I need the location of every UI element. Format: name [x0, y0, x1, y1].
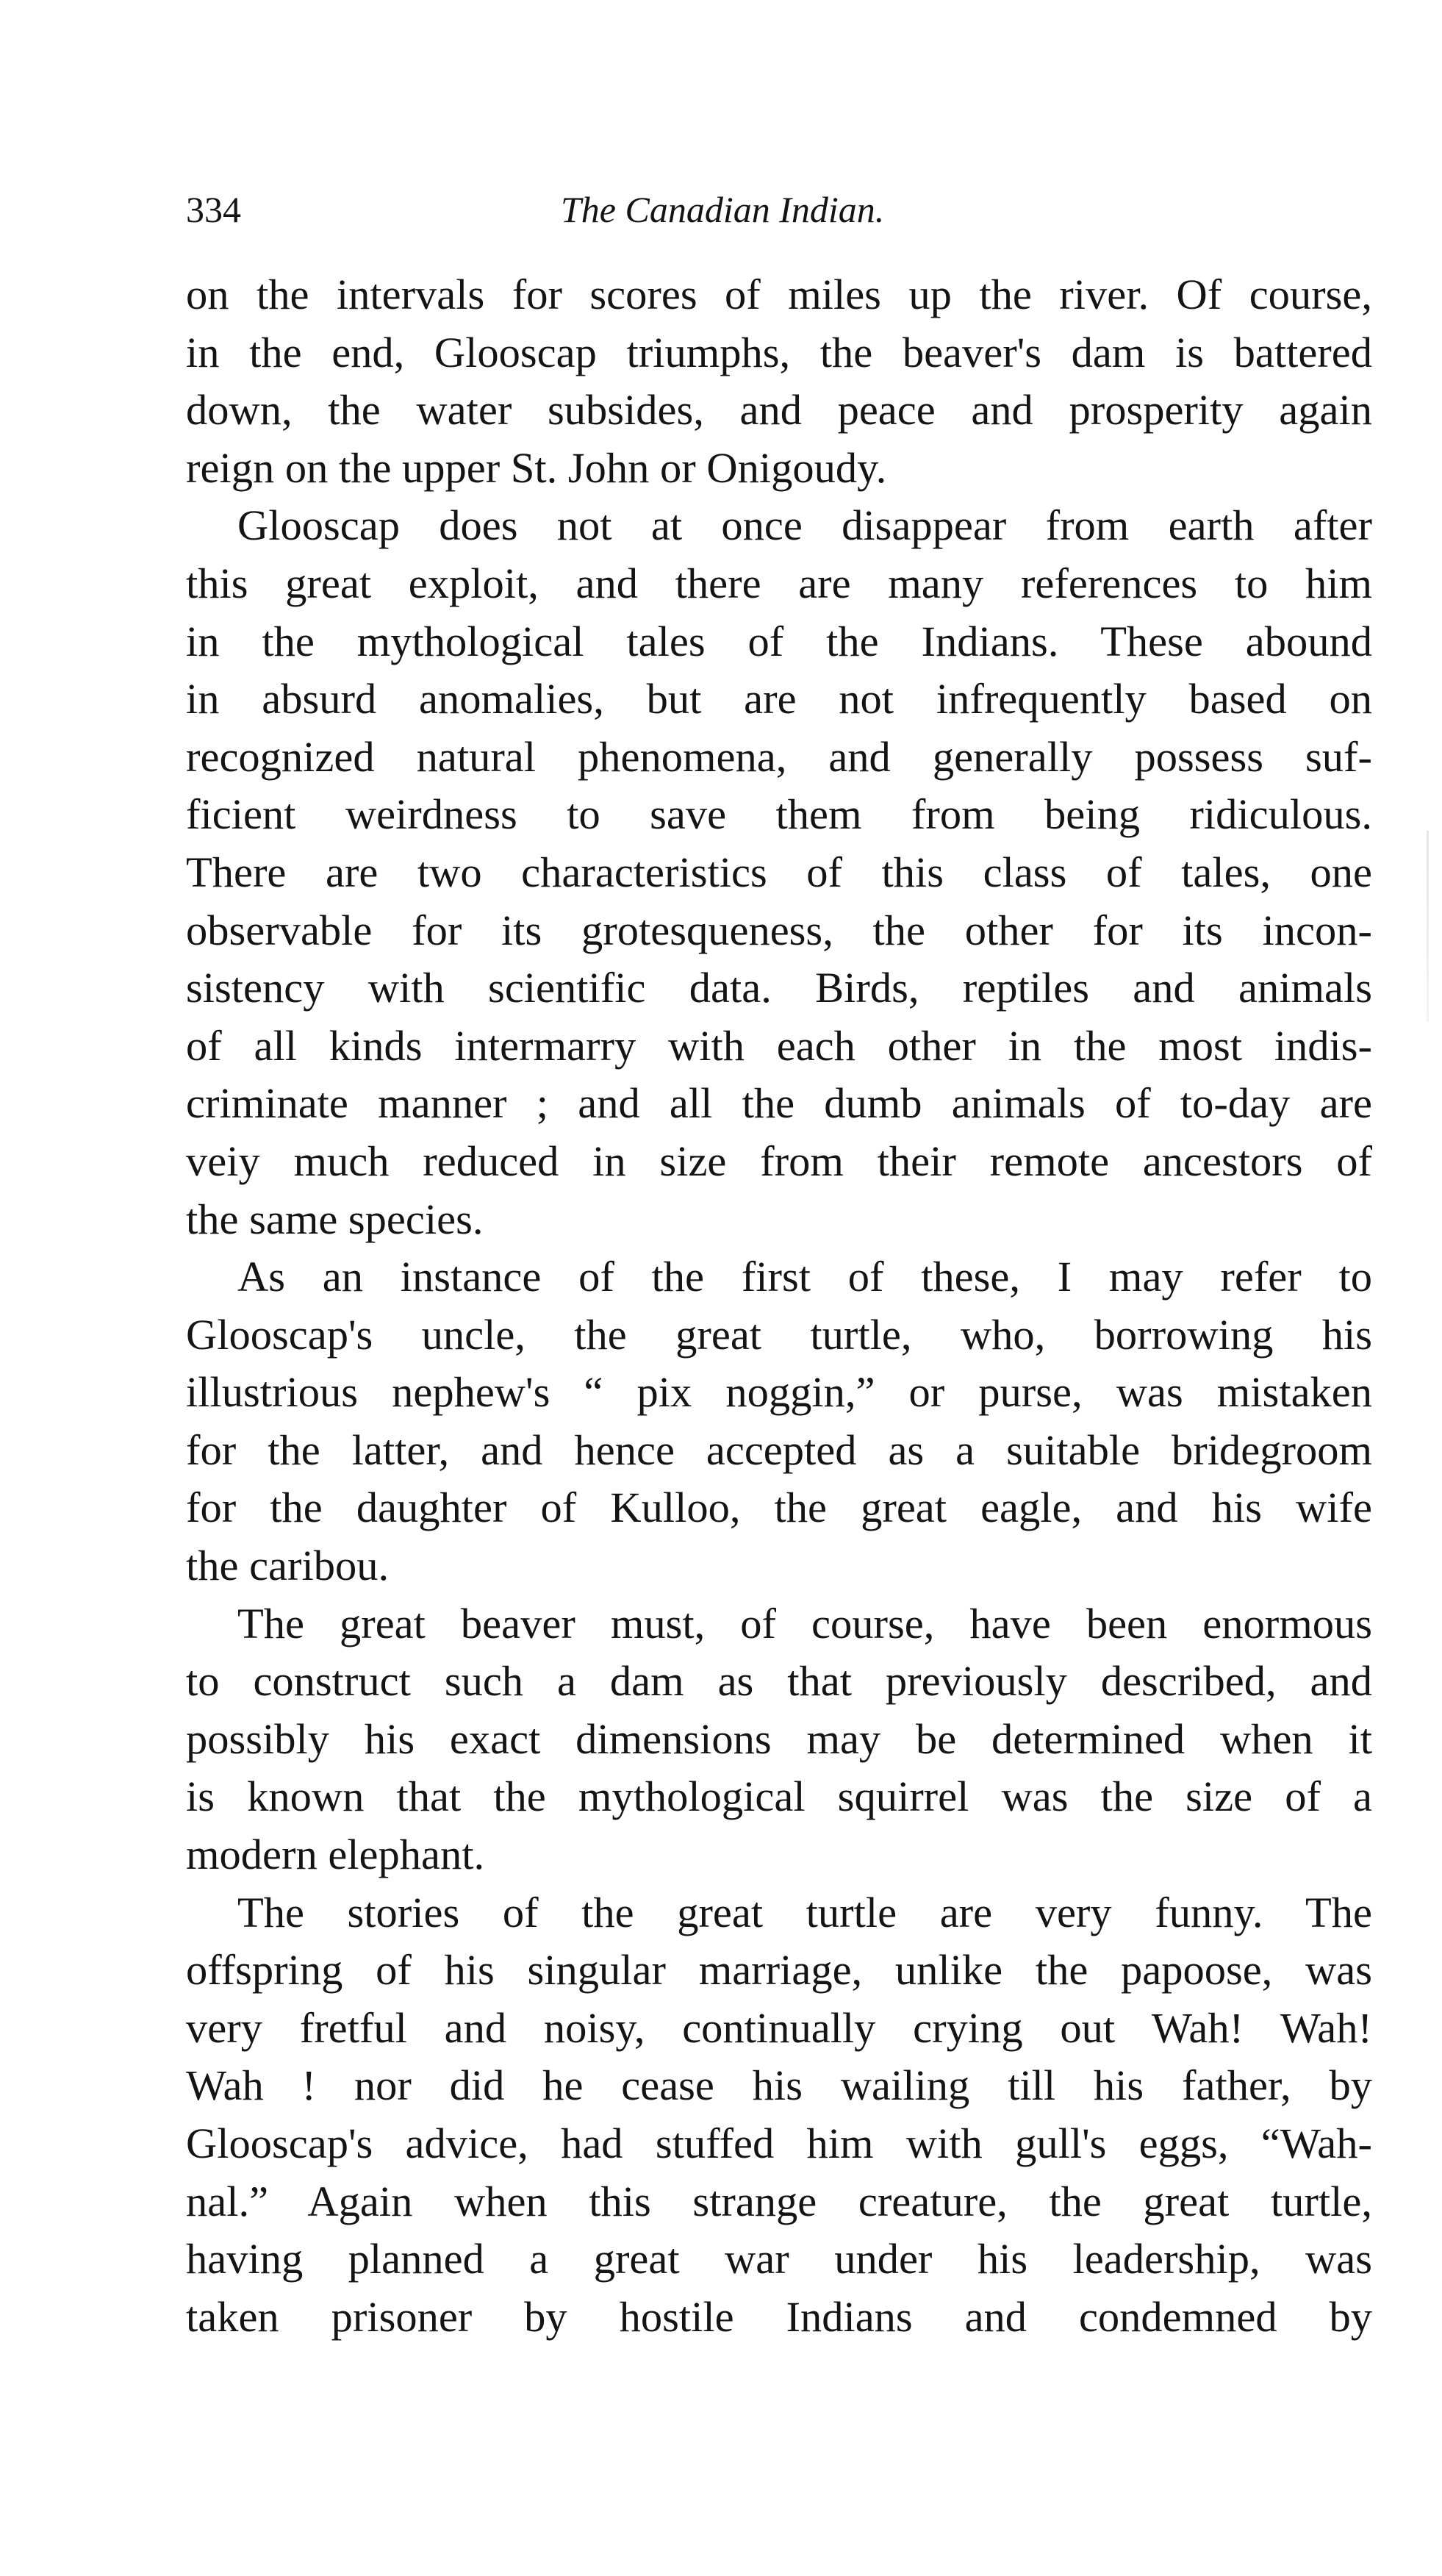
- text-line: in the mythological tales of the Indians. These abound: [186, 617, 1372, 665]
- text-line: having planned a great war under his leadership, was: [186, 2235, 1372, 2283]
- text-line: the caribou.: [186, 1542, 390, 1590]
- paragraph-3: [186, 1248, 1372, 1595]
- running-head: [186, 176, 1372, 243]
- text-line: recognized natural phenomena, and generally possess suf-: [186, 732, 1372, 781]
- page-number: 334: [186, 189, 241, 230]
- body-text: [186, 266, 1372, 2346]
- text-line: Glooscap's advice, had stuffed him with gull's eggs, “Wah-: [186, 2119, 1372, 2167]
- text-line: veiy much reduced in size from their remote ancestors of: [186, 1137, 1372, 1185]
- text-line: The great beaver must, of course, have been enormous: [237, 1599, 1372, 1647]
- text-line: modern elephant.: [186, 1831, 485, 1879]
- text-line: of all kinds intermarry with each other in the most indis-: [186, 1021, 1372, 1070]
- text-line: the same species.: [186, 1195, 484, 1243]
- text-line: down, the water subsides, and peace and prosperity again: [186, 386, 1372, 434]
- text-line: The stories of the great turtle are very funny. The: [237, 1888, 1372, 1936]
- text-line: taken prisoner by hostile Indians and condemned by: [186, 2292, 1372, 2341]
- text-line: offspring of his singular marriage, unlike the papoose, was: [186, 1946, 1372, 1994]
- text-line: Wah ! nor did he cease his wailing till his father, by: [186, 2061, 1372, 2110]
- text-line: very fretful and noisy, continually crying out Wah! Wah!: [186, 2003, 1372, 2052]
- scan-artifact: [1427, 831, 1429, 1022]
- text-line: illustrious nephew's “ pix noggin,” or purse, was mistaken: [186, 1368, 1372, 1417]
- text-line: reign on the upper St. John or Onigoudy.: [186, 443, 887, 492]
- text-line: Glooscap's uncle, the great turtle, who, borrowing his: [186, 1310, 1372, 1359]
- text-line: possibly his exact dimensions may be determined when it: [186, 1714, 1372, 1763]
- text-line: Glooscap does not at once disappear from earth after: [237, 501, 1372, 550]
- paragraph-2: [186, 497, 1372, 1248]
- text-line: nal.” Again when this strange creature, the great turtle,: [186, 2177, 1372, 2225]
- text-line: for the daughter of Kulloo, the great eagle, and his wife: [186, 1484, 1372, 1532]
- text-line: for the latter, and hence accepted as a suitable bridegroom: [186, 1425, 1372, 1474]
- text-line: criminate manner ; and all the dumb animals of to-day are: [186, 1079, 1372, 1128]
- text-line: ficient weirdness to save them from being ridiculous.: [186, 790, 1372, 839]
- book-page: [186, 0, 1372, 2576]
- text-line: As an instance of the first of these, I may refer to: [237, 1253, 1372, 1301]
- paragraph-1: [186, 266, 1372, 497]
- paragraph-4: [186, 1595, 1372, 1884]
- running-title: The Canadian Indian.: [561, 189, 885, 230]
- text-line: this great exploit, and there are many references to him: [186, 559, 1372, 607]
- text-line: sistency with scientific data. Birds, reptiles and animals: [186, 964, 1372, 1012]
- text-line: in absurd anomalies, but are not infrequently based on: [186, 675, 1372, 723]
- text-line: to construct such a dam as that previously described, and: [186, 1657, 1372, 1706]
- text-line: observable for its grotesqueness, the other for its incon-: [186, 906, 1372, 954]
- text-line: is known that the mythological squirrel was the size of a: [186, 1772, 1372, 1821]
- text-line: on the intervals for scores of miles up the river. Of course,: [186, 271, 1372, 318]
- text-line: There are two characteristics of this class of tales, one: [186, 848, 1372, 896]
- paragraph-5: [186, 1884, 1372, 2347]
- text-line: in the end, Glooscap triumphs, the beaver's dam is battered: [186, 328, 1372, 376]
